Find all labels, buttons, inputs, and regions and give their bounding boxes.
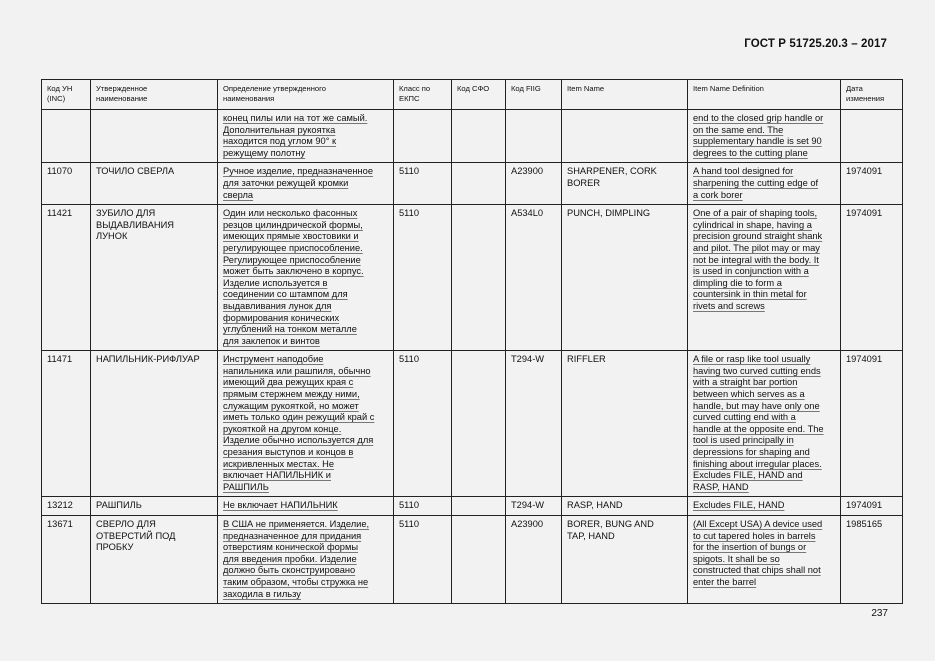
cell-item-name: RASP, HAND [562, 497, 688, 516]
table-row [42, 205, 903, 351]
table-row [42, 516, 903, 604]
column-header-date: Дата изменения [841, 80, 903, 110]
column-header-class: Класс по ЕКПС [394, 80, 452, 110]
cell-name: СВЕРЛО ДЛЯ ОТВЕРСТИЙ ПОД ПРОБКУ [91, 516, 218, 604]
cell-name: НАПИЛЬНИК-РИФЛУАР [91, 351, 218, 497]
column-header-item-definition: Item Name Definition [688, 80, 841, 110]
column-header-inc: Код УН (INC) [42, 80, 91, 110]
cell-fiig: A23900 [506, 516, 562, 604]
cell-item-definition: Excludes FILE, HAND [688, 497, 841, 516]
catalog-table [41, 79, 903, 604]
cell-sfo [452, 497, 506, 516]
cell-sfo [452, 110, 506, 163]
cell-definition: конец пилы или на тот же самый. Дополнительная рукоятка находится под углом 90° к режущему полотну [218, 110, 394, 163]
cell-definition: Инструмент наподобие напильника или рашпиля, обычно имеющий два режущих края с прямым стержнем между ними, служащим рукояткой, но может иметь только один режущий край с рукояткой на другом конце. Изделие обычно используется для срезания выступов и концов в искривленных местах. Не включает НАПИЛЬНИК и РАШПИЛЬ [218, 351, 394, 497]
cell-item-name: PUNCH, DIMPLING [562, 205, 688, 351]
cell-class [394, 110, 452, 163]
column-header-fiig: Код FIIG [506, 80, 562, 110]
cell-fiig: A23900 [506, 163, 562, 205]
cell-class: 5110 [394, 497, 452, 516]
cell-sfo [452, 205, 506, 351]
cell-item-definition: One of a pair of shaping tools, cylindrical in shape, having a precision ground straight shank and pilot. The pilot may or may not be integral with the body. It is used in conjunction with a dimpling die to form a countersink in thin metal for rivets and screws [688, 205, 841, 351]
cell-date: 1985165 [841, 516, 903, 604]
cell-sfo [452, 163, 506, 205]
cell-inc: 11421 [42, 205, 91, 351]
cell-item-name [562, 110, 688, 163]
cell-item-definition: (All Except USA) A device used to cut tapered holes in barrels for the insertion of bungs or spigots. It shall be so constructed that chips shall not enter the barrel [688, 516, 841, 604]
column-header-definition: Определение утвержденного наименования [218, 80, 394, 110]
cell-sfo [452, 351, 506, 497]
table-row [42, 163, 903, 205]
table-row [42, 351, 903, 497]
cell-name: ТОЧИЛО СВЕРЛА [91, 163, 218, 205]
column-header-name: Утвержденное наименование [91, 80, 218, 110]
cell-class: 5110 [394, 163, 452, 205]
cell-inc: 13671 [42, 516, 91, 604]
cell-definition: Один или несколько фасонных резцов цилиндрической формы, имеющих прямые хвостовики и регулирующее приспособление. Регулирующее приспособление может быть заключено в корпус. Изделие используется в соединении со штампом для выдавливания лунок для формирования конических углублений на тонком металле для заклепок и винтов [218, 205, 394, 351]
cell-inc: 11471 [42, 351, 91, 497]
cell-inc: 13212 [42, 497, 91, 516]
cell-sfo [452, 516, 506, 604]
cell-definition: Не включает НАПИЛЬНИК [218, 497, 394, 516]
cell-class: 5110 [394, 351, 452, 497]
cell-item-name: SHARPENER, CORK BORER [562, 163, 688, 205]
table-row [42, 497, 903, 516]
cell-class: 5110 [394, 516, 452, 604]
cell-date: 1974091 [841, 205, 903, 351]
cell-fiig: A534L0 [506, 205, 562, 351]
cell-item-definition: end to the closed grip handle or on the same end. The supplementary handle is set 90 degrees to the cutting plane [688, 110, 841, 163]
cell-definition: Ручное изделие, предназначенное для заточки режущей кромки сверла [218, 163, 394, 205]
cell-name [91, 110, 218, 163]
cell-fiig [506, 110, 562, 163]
cell-date: 1974091 [841, 497, 903, 516]
cell-definition: В США не применяется. Изделие, предназначенное для придания отверстиям конической формы для введения пробки. Изделие должно быть сконструировано таким образом, чтобы стружка не заходила в гильзу [218, 516, 394, 604]
cell-date: 1974091 [841, 351, 903, 497]
cell-item-definition: A file or rasp like tool usually having two curved cutting ends with a straight bar portion between which serves as a handle, but may have only one curved cutting end with a handle at the opposite end. The tool is used principally in depressions for shaping and finishing about irregular places. Excludes FILE, HAND and RASP, HAND [688, 351, 841, 497]
table-header-row [42, 80, 903, 110]
cell-inc [42, 110, 91, 163]
cell-item-name: BORER, BUNG AND TAP, HAND [562, 516, 688, 604]
cell-name: РАШПИЛЬ [91, 497, 218, 516]
cell-fiig: T294-W [506, 497, 562, 516]
document-header: ГОСТ Р 51725.20.3 – 2017 [744, 38, 887, 50]
column-header-sfo: Код СФО [452, 80, 506, 110]
cell-inc: 11070 [42, 163, 91, 205]
page-number: 237 [871, 608, 888, 619]
cell-class: 5110 [394, 205, 452, 351]
cell-name: ЗУБИЛО ДЛЯ ВЫДАВЛИВАНИЯ ЛУНОК [91, 205, 218, 351]
table-row [42, 110, 903, 163]
cell-date: 1974091 [841, 163, 903, 205]
cell-date [841, 110, 903, 163]
cell-item-name: RIFFLER [562, 351, 688, 497]
cell-fiig: T294-W [506, 351, 562, 497]
column-header-item-name: Item Name [562, 80, 688, 110]
cell-item-definition: A hand tool designed for sharpening the cutting edge of a cork borer [688, 163, 841, 205]
